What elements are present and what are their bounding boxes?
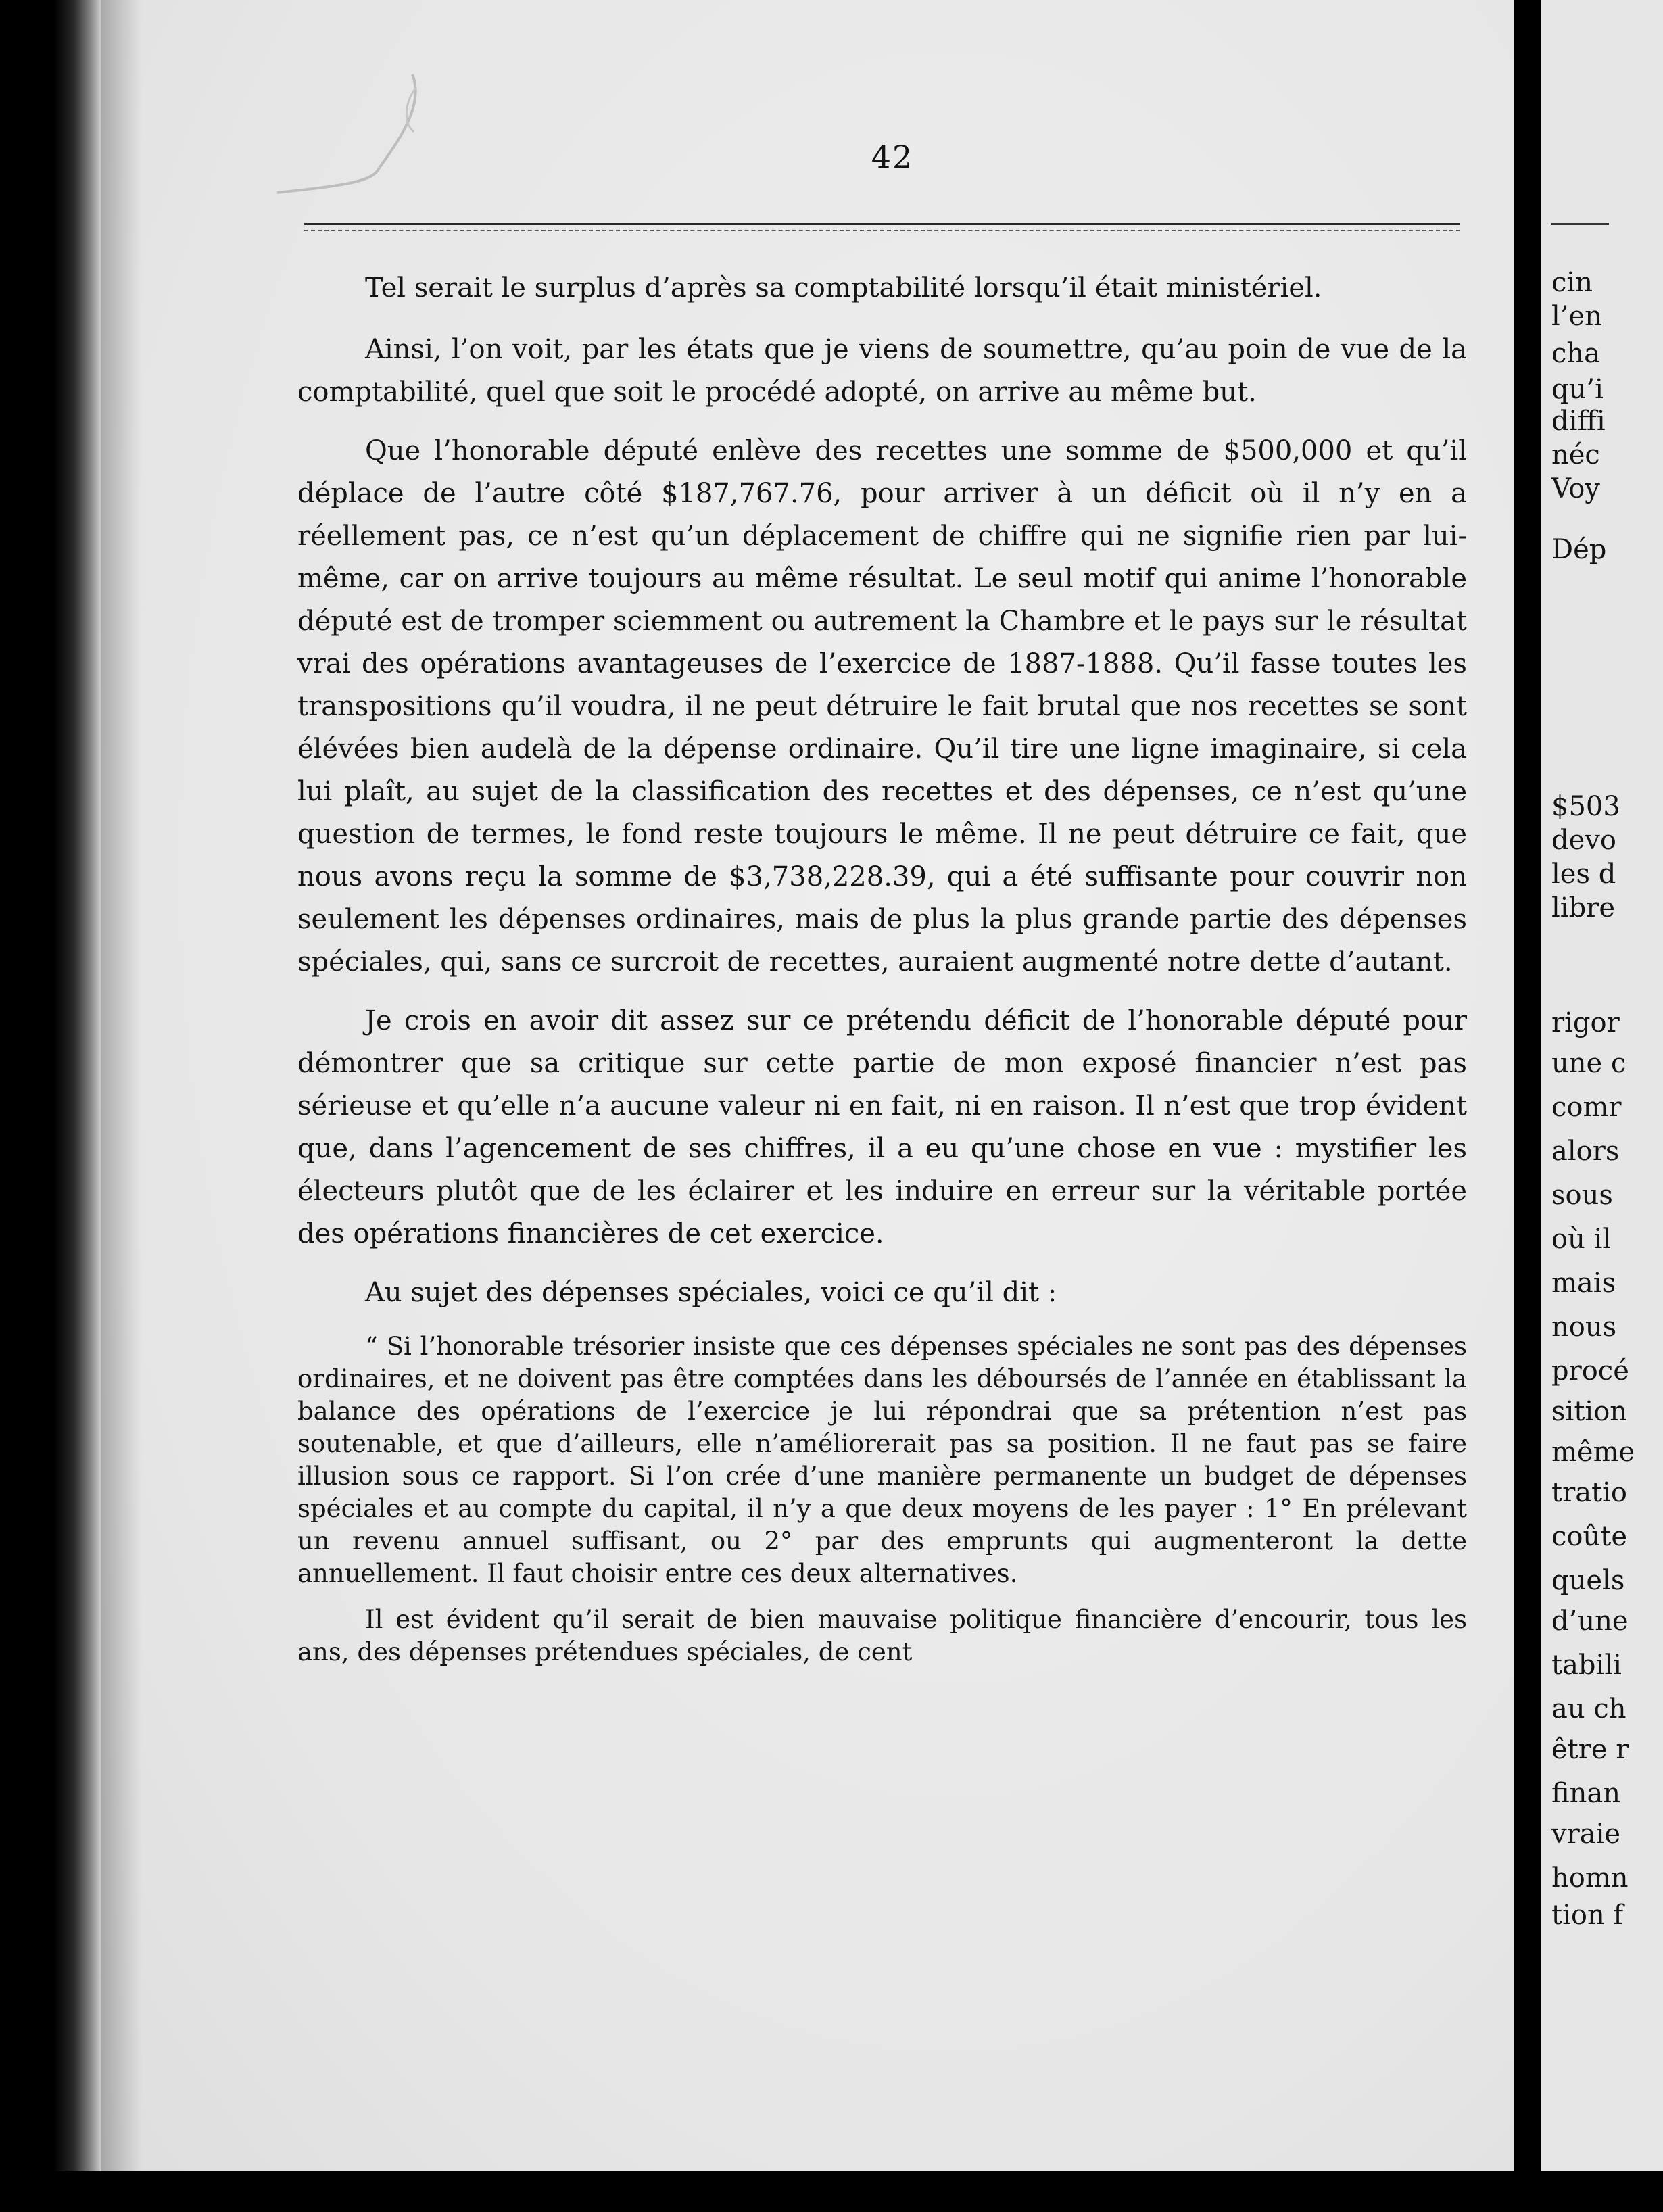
facing-page-fragment: cin xyxy=(1551,267,1593,298)
facing-page-fragment: nous xyxy=(1551,1312,1617,1343)
facing-page-fragment: même xyxy=(1551,1437,1635,1468)
facing-page-fragment: libre xyxy=(1551,892,1615,923)
facing-page-fragment: devo xyxy=(1551,825,1616,856)
facing-page-fragment: néc xyxy=(1551,439,1600,471)
facing-page-fragment: les d xyxy=(1551,859,1616,890)
facing-page-fragment: procé xyxy=(1551,1355,1629,1387)
facing-page-fragment: d’une xyxy=(1551,1606,1629,1637)
facing-page-fragment: $503 xyxy=(1551,791,1620,822)
facing-page-fragment: comr xyxy=(1551,1092,1622,1123)
header-rule xyxy=(304,223,1460,225)
facing-page-fragment: tion f xyxy=(1551,1900,1624,1931)
scan-edge-bottom xyxy=(0,2171,1663,2212)
paragraph: Au sujet des dépenses spéciales, voici ce qu’il dit : xyxy=(365,1277,1057,1308)
paragraph: Que l’honorable député enlève des recettes une somme de $500,000 et qu’il déplace de l’autre côté $187,767.76, pour arriver à un déficit où il n’y en a réellement pas, ce n’est qu’un déplacement de chiffre qui ne signifie rien par lui-même, car on arrive toujours au même résultat. Le seul motif qui anime l’honorable député est de tromper sciemment ou autrement la Chambre et le pays sur le résultat vrai des opérations avantageuses de l’exercice de 1887-1888. Qu’il fasse toutes les transpositions qu’il voudra, il ne peut détruire le fait brutal que nos recettes se sont élévées bien audelà de la dépense ordinaire. Qu’il tire une ligne imaginaire, si cela lui plaît, au sujet de la classification des recettes et des dépenses, ce n’est qu’une question de termes, le fond reste toujours le même. Il ne peut détruire ce fait, que nous avons reçu la somme de $3,738,228.39, qui a été suffisante pour couvrir non seulement les dépenses ordinaires, mais de plus la plus grande partie des dépenses spéciales, qui, sans ce surcroit de recettes, auraient augmenté notre dette d’autant. xyxy=(297,435,1467,978)
quote-paragraph: “ Si l’honorable trésorier insiste que ces dépenses spéciales ne sont pas des dépenses ordinaires, et ne doivent pas être comptées dans les déboursés de l’année en établissant la balance des opérations de l’exercice je lui répondrai que sa prétention n’est pas soutenable, et que d’ailleurs, elle n’améliorerait pas sa position. Il ne faut pas se faire illusion sous ce rapport. Si l’on crée d’une manière permanente un budget de dépenses spéciales et au compte du capital, il n’y a que deux moyens de les payer : 1° En prélevant un revenu annuel suffisant, ou 2° par des emprunts qui augmenteront la dette annuellement. Il faut choisir entre ces deux alternatives. xyxy=(297,1332,1467,1588)
facing-page-fragment: l’en xyxy=(1551,301,1602,332)
facing-page-fragment: tratio xyxy=(1551,1477,1627,1508)
facing-page-fragment: Voy xyxy=(1551,473,1600,504)
facing-page-fragment: mais xyxy=(1551,1268,1616,1299)
paragraph: Je crois en avoir dit assez sur ce prétendu déficit de l’honorable député pour démontrer que sa critique sur cette partie de mon exposé financier n’est pas sérieuse et qu’elle n’a aucune valeur ni en fait, ni en raison. Il n’est que trop évident que, dans l’agencement de ses chiffres, il a eu qu’une chose en vue : mystifier les électeurs plutôt que de les éclairer et les induire en erreur sur la véritable portée des opérations financières de cet exercice. xyxy=(297,1005,1467,1249)
facing-page-rule xyxy=(1551,223,1609,225)
header-rule-dashed xyxy=(304,230,1460,231)
facing-page-fragment: une c xyxy=(1551,1048,1626,1079)
book-gutter xyxy=(1514,0,1541,2212)
facing-page-fragment: au ch xyxy=(1551,1693,1626,1725)
facing-page-fragment: alors xyxy=(1551,1136,1620,1167)
facing-page-fragment: qu’i xyxy=(1551,374,1604,405)
facing-page-fragment: sition xyxy=(1551,1396,1628,1427)
main-text xyxy=(297,267,1467,1682)
facing-page-fragment: cha xyxy=(1551,338,1601,369)
pencil-mark xyxy=(257,68,433,203)
facing-page-fragment: être r xyxy=(1551,1734,1629,1765)
facing-page-fragment: Dép xyxy=(1551,534,1607,565)
facing-page-fragment: vraie xyxy=(1551,1819,1621,1850)
facing-page-fragment: où il xyxy=(1551,1224,1612,1255)
facing-page-fragment: tabili xyxy=(1551,1650,1622,1681)
quote-paragraph: Il est évident qu’il serait de bien mauvaise politique financière d’encourir, tous les ans, des dépenses prétendues spéciales, de cent xyxy=(297,1605,1467,1666)
facing-page-fragment: coûte xyxy=(1551,1521,1627,1552)
facing-page-fragment: sous xyxy=(1551,1180,1613,1211)
paragraph: Tel serait le surplus d’après sa comptabilité lorsqu’il était ministériel. xyxy=(365,272,1322,304)
page-shadow xyxy=(101,0,142,2171)
facing-page-fragment: diffi xyxy=(1551,406,1606,437)
quoted-passage xyxy=(297,1330,1467,1668)
page-number: 42 xyxy=(871,139,914,175)
facing-page-fragment: rigor xyxy=(1551,1007,1620,1038)
facing-page xyxy=(1541,0,1663,2171)
facing-page-fragment: homn xyxy=(1551,1862,1629,1894)
paragraph: Ainsi, l’on voit, par les états que je viens de soumettre, qu’au poin de vue de la comptabilité, quel que soit le procédé adopté, on arrive au même but. xyxy=(297,334,1467,408)
scan-edge-left xyxy=(0,0,101,2212)
facing-page-fragment: quels xyxy=(1551,1565,1625,1596)
facing-page-fragment: finan xyxy=(1551,1778,1621,1809)
